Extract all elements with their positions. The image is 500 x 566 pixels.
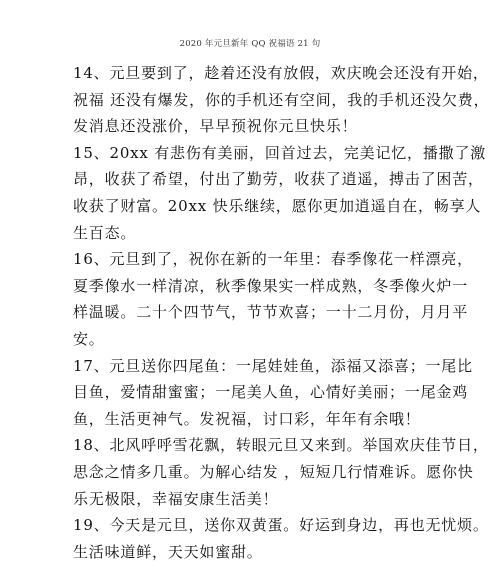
text-line: 思念之情多几重。为解心结发 ，短短几行情难诉。愿你快 xyxy=(73,462,474,481)
text-line: 安。 xyxy=(73,329,105,348)
text-line: 目鱼，爱情甜蜜蜜；一尾美人鱼，心情好美丽；一尾金鸡 xyxy=(73,383,469,402)
paragraph-19 xyxy=(73,512,489,565)
text-line: 19、今天是元旦，送你双黄蛋。好运到身边，再也无忧烦。 xyxy=(73,516,489,535)
text-line: 生百态。 xyxy=(73,223,137,242)
text-line: 16、元旦到了，祝你在新的一年里：春季像花一样漂亮， xyxy=(73,250,473,269)
text-line: 样温暖。二十个四节气，节节欢喜；一十二月份，月月平 xyxy=(73,303,469,322)
blessing-list xyxy=(73,60,490,565)
text-line: 17、元旦送你四尾鱼：一尾娃娃鱼，添福又添喜；一尾比 xyxy=(73,356,473,375)
paragraph-15 xyxy=(73,140,487,246)
paragraph-18 xyxy=(73,432,489,512)
text-line: 乐无极限，幸福安康生活美！ xyxy=(73,489,279,508)
paragraph-17 xyxy=(73,353,473,433)
text-line: 生活味道鲜，天天如蜜甜。 xyxy=(73,542,263,561)
paragraph-16 xyxy=(73,246,473,352)
paragraph-14 xyxy=(73,60,490,140)
text-line: 祝福 还没有爆发，你的手机还有空间，我的手机还没欠费， xyxy=(73,90,490,109)
page-header-title: 2020 年元旦新年 QQ 祝福语 21 句 xyxy=(179,39,321,49)
text-line: 夏季像水一样清凉，秋季像果实一样成熟，冬季像火炉一 xyxy=(73,276,469,295)
text-line: 收获了财富。20xx 快乐继续，愿你更加逍遥自在，畅享人 xyxy=(73,196,482,215)
text-line: 18、北风呼呼雪花飘，转眼元旦又来到。举国欢庆佳节日， xyxy=(73,436,489,455)
text-line: 鱼，生活更神气。发祝福，讨口彩，年年有余哦！ xyxy=(73,409,421,428)
text-line: 14、元旦要到了，趁着还没有放假，欢庆晚会还没有开始， xyxy=(73,64,489,82)
text-line: 昂，收获了希望，付出了勤劳，收获了逍遥，搏击了困苦， xyxy=(73,170,484,189)
text-line: 发消息还没涨价，早早预祝你元旦快乐！ xyxy=(73,117,358,136)
text-line: 15、20xx 有悲伤有美丽，回首过去，完美记忆，播撒了激 xyxy=(73,143,487,162)
